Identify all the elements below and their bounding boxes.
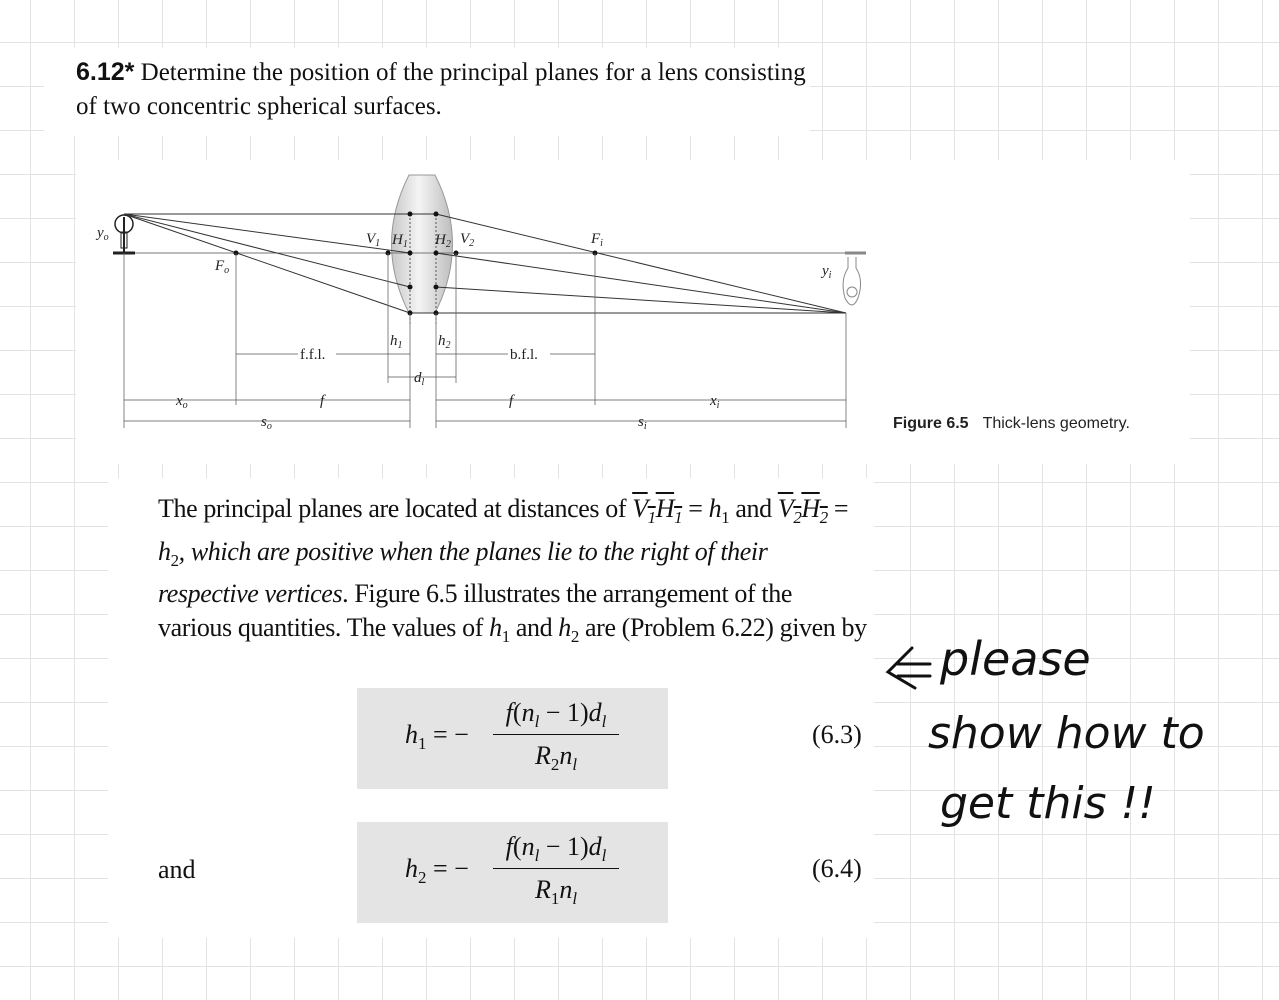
para-text-1: The principal planes are located at distances of: [158, 494, 633, 523]
figure-caption-text: Thick-lens geometry.: [982, 415, 1130, 432]
svg-text:Fo: $F_o$: [215, 258, 230, 276]
svg-text:yo: $y_o$: [97, 225, 109, 243]
para-text-7: and: [509, 612, 559, 642]
svg-text:V2: $V_2$: [460, 231, 475, 249]
equation-6-3: [357, 688, 668, 789]
note-line-3: get this !!: [940, 778, 1156, 829]
para-text-6: . Figure 6.5 illustrates the arrangement of the various quantities. The values of: [158, 579, 792, 642]
svg-text:h1: $h_1$: [390, 333, 403, 351]
svg-text:xo: $x_o$: [176, 393, 188, 411]
para-text-5: , which are positive when the planes lie to the right of their respective vertices: [158, 536, 768, 609]
para-text-4: =: [827, 494, 849, 523]
svg-text:H1: $H_1$: [392, 232, 408, 250]
figure-caption-label: Figure 6.5: [893, 415, 969, 432]
eq2-lhs: $h_2$ = −: [405, 854, 469, 888]
svg-text:h2: $h_2$: [438, 333, 451, 351]
para-text-8: are (Problem 6.22) given by: [585, 612, 867, 642]
svg-text:b.f.l.: b.f.l.: [510, 347, 538, 363]
equation-6-4: [357, 822, 668, 923]
eq1-fraction: $\frac{f(n_l - 1)d_l}{R_2n_l}$: [493, 698, 619, 775]
svg-text:si: $s_i$: [638, 414, 647, 432]
svg-text:xi: $x_i$: [710, 393, 720, 411]
body-paragraph: The principal planes are located at distances of $V_1H_1 = h_1$ and $V_2H_2 = h_2$, which are positive when the planes lie to the right of their respective vertices. Figure 6.5 illustrates the arrangement of the various quantities. The values of $h_1$ and $h_2$ are (Problem 6.22) given by: [158, 494, 867, 647]
note-line-1: please: [940, 632, 1091, 686]
problem-number: 6.12*: [76, 58, 135, 86]
problem-statement: [76, 55, 816, 124]
svg-text:so: $s_o$: [261, 414, 272, 432]
eq2-fraction: $\frac{f(n_l - 1)d_l}{R_1n_l}$: [493, 832, 619, 909]
figure-caption: [893, 415, 1130, 433]
svg-text:Fi: $F_i$: [591, 231, 603, 249]
eq1-lhs: $h_1$ = −: [405, 720, 469, 754]
svg-text:yi: $y_i$: [822, 263, 832, 281]
image-lamp-icon: [843, 253, 866, 305]
equation-number-6-3: (6.3): [812, 720, 862, 749]
left-arrow-icon: [888, 648, 930, 688]
note-line-2: show how to: [928, 708, 1205, 759]
svg-text:dl: $d_l$: [414, 370, 425, 388]
thick-lens-diagram: [90, 168, 880, 440]
object-lamp-icon: [113, 215, 135, 253]
svg-text:V1: $V_1$: [366, 231, 381, 249]
svg-text:f: f: [320, 393, 325, 409]
equation-number-6-4: (6.4): [812, 854, 862, 883]
svg-text:f.f.l.: f.f.l.: [300, 347, 326, 363]
svg-text:f: f: [509, 393, 514, 409]
para-text-2: =: [682, 494, 709, 523]
para-text-3: and: [729, 494, 778, 523]
svg-text:H2: $H_2$: [435, 232, 451, 250]
connector-and: and: [158, 855, 196, 884]
handwritten-note: [880, 620, 1220, 850]
problem-text: Determine the position of the principal planes for a lens consisting of two concentric spherical surfaces.: [76, 59, 806, 120]
